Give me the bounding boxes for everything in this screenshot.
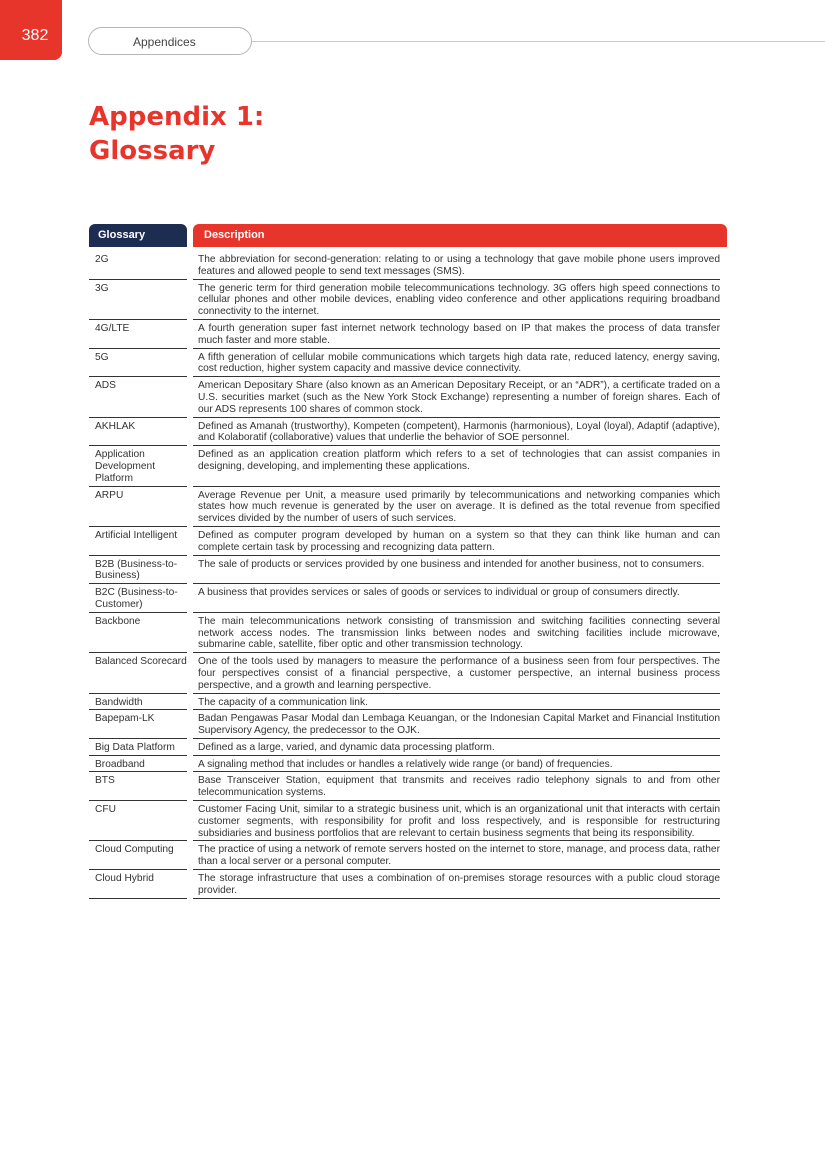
glossary-description: The main telecommunications network consisting of transmission and switching facilities connecting several network access nodes. The transmission links between nodes and switching facilities include microwave, submarine cable, satellite, fiber optic and other transmission technology. [193,613,720,653]
glossary-term: CFU [89,801,187,841]
table-row [89,801,720,841]
page-title [89,100,264,168]
table-row [89,584,720,613]
glossary-term: 2G [89,251,187,280]
table-body [89,251,720,899]
table-row [89,653,720,693]
table-row [89,694,720,711]
table-row [89,613,720,653]
glossary-term: Backbone [89,613,187,653]
column-header-glossary: Glossary [89,224,187,247]
glossary-term: ARPU [89,487,187,527]
table-row [89,527,720,556]
glossary-term: Cloud Hybrid [89,870,187,899]
glossary-term: ADS [89,377,187,417]
glossary-term: 5G [89,349,187,378]
glossary-description: The sale of products or services provided by one business and intended for another business, not to consumers. [193,556,720,585]
glossary-description: Defined as an application creation platform which refers to a set of technologies that can assist companies in designing, developing, and implementing these applications. [193,446,720,486]
header-divider [252,41,825,42]
glossary-term: 3G [89,280,187,320]
section-label: Appendices [88,27,252,55]
title-line-2: Glossary [89,136,216,166]
glossary-description: A fifth generation of cellular mobile communications which targets high data rate, reduced latency, energy saving, cost reduction, higher system capacity and massive device connectivity. [193,349,720,378]
glossary-term: Balanced Scorecard [89,653,187,693]
glossary-term: Broadband [89,756,187,773]
page-number: 382 [10,12,60,60]
glossary-description: The practice of using a network of remote servers hosted on the internet to store, manage, and process data, rather than a local server or a personal computer. [193,841,720,870]
table-row [89,772,720,801]
glossary-term: Big Data Platform [89,739,187,756]
glossary-term: B2C (Business-to-Customer) [89,584,187,613]
glossary-description: Defined as a large, varied, and dynamic data processing platform. [193,739,720,756]
badge-notch [0,0,12,12]
table-row [89,377,720,417]
glossary-description: A fourth generation super fast internet network technology based on IP that makes the process of data transfer much faster and more stable. [193,320,720,349]
table-row [89,446,720,486]
page-number-badge [0,0,62,60]
glossary-table [89,224,727,899]
title-line-1: Appendix 1: [89,102,265,132]
glossary-description: Defined as Amanah (trustworthy), Kompeten (competent), Harmonis (harmonious), Loyal (loyal), Adaptif (adaptive), and Kolaboratif (collaborative) values that underlie the behavior of SOE personnel. [193,418,720,447]
glossary-term: AKHLAK [89,418,187,447]
table-row [89,251,720,280]
glossary-description: American Depositary Share (also known as an American Depositary Receipt, or an “ADR”), a certificate traded on a U.S. securities market (such as the New York Stock Exchange) representing a number of foreign shares. Each of our ADS represents 100 shares of common stock. [193,377,720,417]
table-row [89,756,720,773]
glossary-term: Artificial Intelligent [89,527,187,556]
glossary-term: 4G/LTE [89,320,187,349]
glossary-description: A business that provides services or sales of goods or services to individual or group of consumers directly. [193,584,720,613]
glossary-description: The capacity of a communication link. [193,694,720,711]
glossary-term: B2B (Business-to-Business) [89,556,187,585]
glossary-term: Bandwidth [89,694,187,711]
table-row [89,739,720,756]
glossary-description: The generic term for third generation mobile telecommunications technology. 3G offers high speed connections to cellular phones and other mobile devices, enabling video conference and other applications requiring broadband connectivity to the internet. [193,280,720,320]
table-row [89,280,720,320]
glossary-description: Badan Pengawas Pasar Modal dan Lembaga Keuangan, or the Indonesian Capital Market and Financial Institution Supervisory Agency, the predecessor to the OJK. [193,710,720,739]
table-row [89,710,720,739]
glossary-description: Base Transceiver Station, equipment that transmits and receives radio telephony signals to and from other telecommunication systems. [193,772,720,801]
glossary-description: A signaling method that includes or handles a relatively wide range (or band) of frequencies. [193,756,720,773]
glossary-term: Cloud Computing [89,841,187,870]
glossary-description: Customer Facing Unit, similar to a strategic business unit, which is an organizational unit that interacts with certain customer segments, with responsibility for profit and loss respectively, and is responsible for restructuring subsidiaries and business portfolios that are relevant to certain business segments that being its responsibility. [193,801,720,841]
glossary-term: BTS [89,772,187,801]
glossary-term: Application Development Platform [89,446,187,486]
table-row [89,320,720,349]
table-row [89,349,720,378]
table-row [89,870,720,899]
glossary-description: Average Revenue per Unit, a measure used primarily by telecommunications and networking companies which states how much revenue is generated by the user on average. It is defined as the total revenue from specified services divided by the number of users of such services. [193,487,720,527]
glossary-description: The storage infrastructure that uses a combination of on-premises storage resources with a public cloud storage provider. [193,870,720,899]
table-header [89,224,727,247]
table-row [89,556,720,585]
table-row [89,418,720,447]
table-row [89,487,720,527]
glossary-description: One of the tools used by managers to measure the performance of a business seen from four perspectives. The four perspectives consist of a financial perspective, a customer perspective, an internal business process perspective, and a growth and learning perspective. [193,653,720,693]
glossary-description: The abbreviation for second-generation: relating to or using a technology that gave mobile phone users improved features and allowed people to send text messages (SMS). [193,251,720,280]
glossary-description: Defined as computer program developed by human on a system so that they can think like human and can complete certain task by processing and recognizing data pattern. [193,527,720,556]
table-row [89,841,720,870]
column-header-description: Description [193,224,727,247]
glossary-term: Bapepam-LK [89,710,187,739]
